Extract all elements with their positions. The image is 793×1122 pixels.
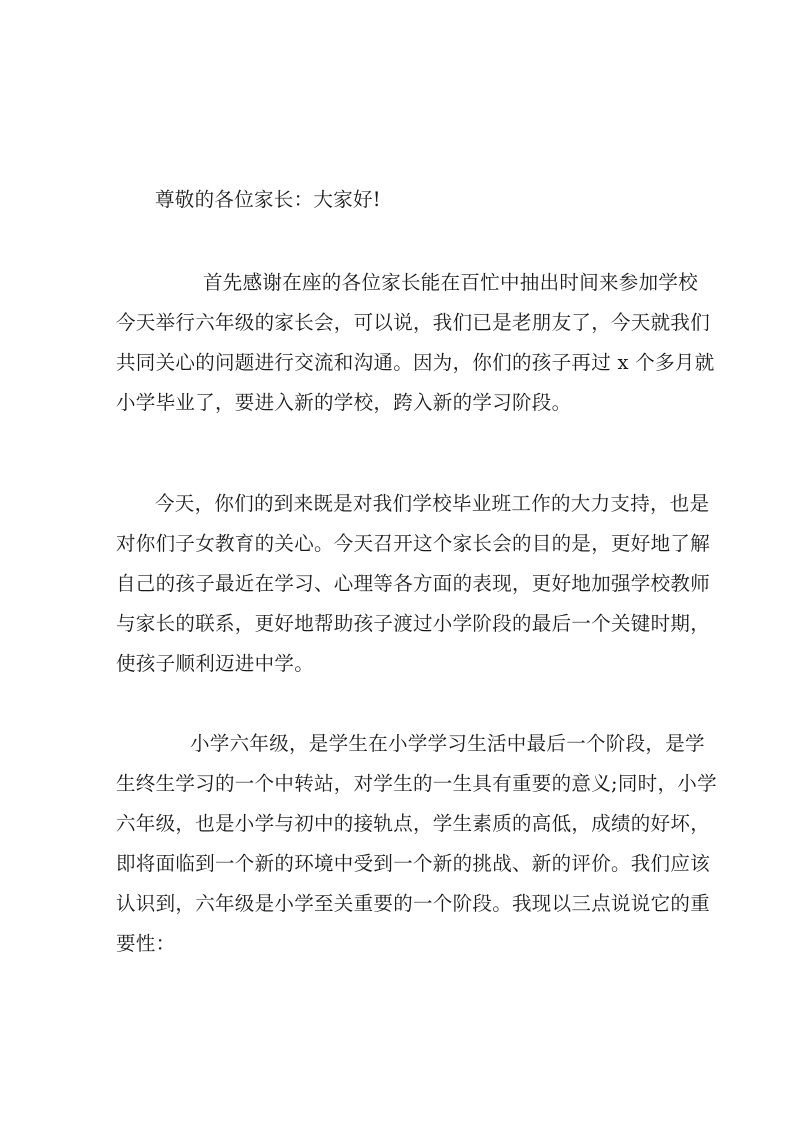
paragraph-line: 即将面临到一个新的环境中受到一个新的挑战、新的评价。我们应该 bbox=[116, 852, 711, 875]
paragraph-line: 首先感谢在座的各位家长能在百忙中抽出时间来参加学校 bbox=[203, 271, 699, 294]
paragraph-line: 小学六年级，是学生在小学学习生活中最后一个阶段，是学 bbox=[190, 732, 705, 755]
paragraph-line: 与家长的联系，更好地帮助孩子渡过小学阶段的最后一个关键时期， bbox=[116, 612, 711, 635]
paragraph-line: 使孩子顺利迈进中学。 bbox=[116, 652, 315, 675]
paragraph-line: 六年级，也是小学与初中的接轨点，学生素质的高低，成绩的好坏， bbox=[116, 812, 711, 835]
paragraph-line: 今天举行六年级的家长会，可以说，我们已是老朋友了，今天就我们 bbox=[116, 311, 711, 334]
paragraph-line: 生终生学习的一个中转站，对学生的一生具有重要的意义;同时，小学 bbox=[116, 772, 717, 795]
paragraph-line: 要性： bbox=[116, 932, 176, 955]
paragraph-line: 共同关心的问题进行交流和沟通。因为，你们的孩子再过 x 个多月就 bbox=[116, 351, 715, 374]
paragraph-line: 今天，你们的到来既是对我们学校毕业班工作的大力支持，也是 bbox=[155, 492, 710, 515]
paragraph-line: 小学毕业了，要进入新的学校，跨入新的学习阶段。 bbox=[116, 391, 572, 414]
paragraph-line: 自己的孩子最近在学习、心理等各方面的表现，更好地加强学校教师 bbox=[116, 572, 711, 595]
paragraph-line: 认识到，六年级是小学至关重要的一个阶段。我现以三点说说它的重 bbox=[116, 892, 711, 915]
greeting: 尊敬的各位家长：大家好! bbox=[155, 188, 381, 211]
paragraph-line: 对你们子女教育的关心。今天召开这个家长会的目的是，更好地了解 bbox=[116, 532, 711, 555]
